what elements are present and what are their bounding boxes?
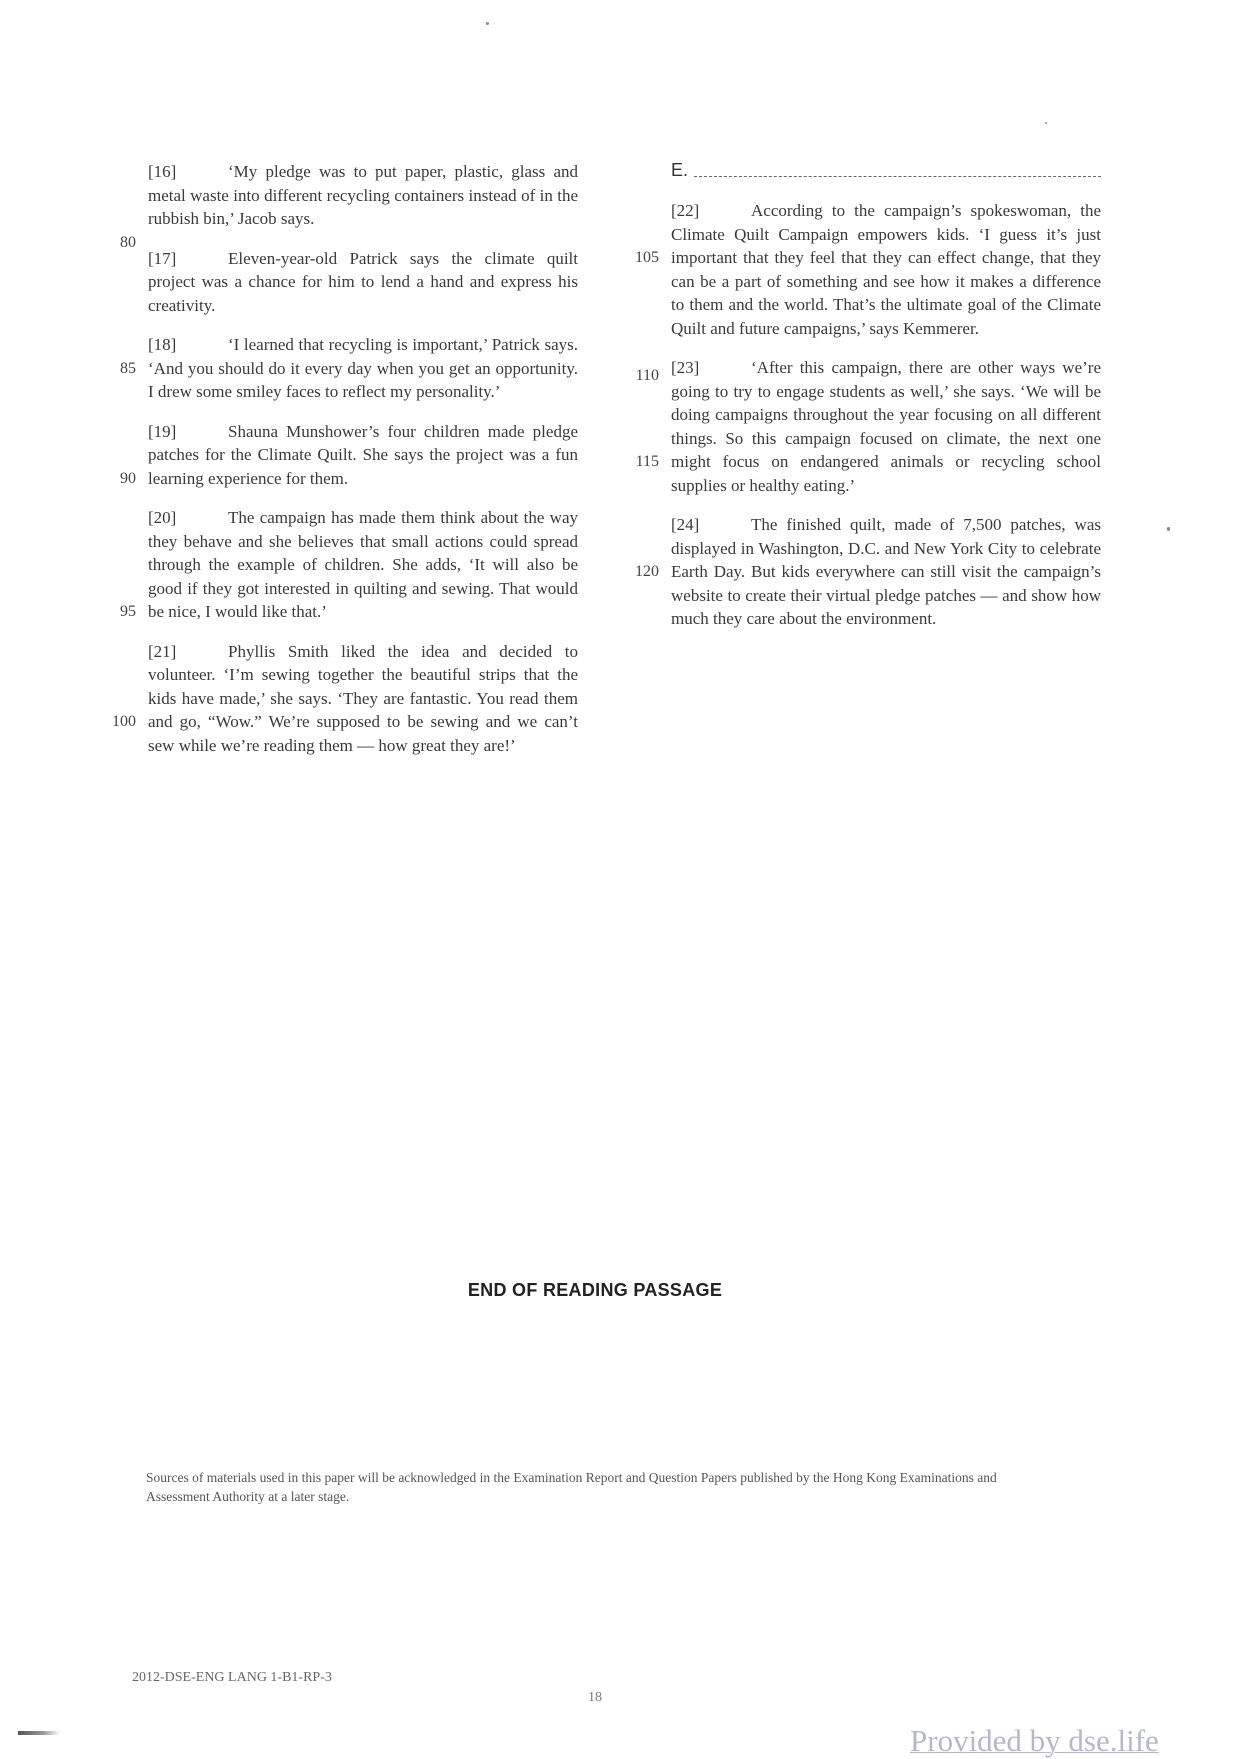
line-number: 115: [635, 453, 659, 470]
line-number: 110: [635, 366, 659, 384]
paragraph-number: [17]: [148, 248, 177, 268]
paragraph: [148, 247, 578, 318]
paragraph: [120, 420, 578, 491]
line-number: 85: [120, 359, 136, 377]
paragraph-number: [23]: [671, 358, 700, 377]
left-column: [112, 160, 578, 773]
end-of-passage-title: END OF READING PASSAGE: [467, 1280, 723, 1300]
paragraph-text: Shauna Munshower’s four children made pledge patches for the Climate Quilt. She says the project was a fun learning experience for them.: [148, 421, 578, 488]
paragraph-text: The campaign has made them think about the way they behave and she believes that small actions could spread through the example of children. She adds, ‘It will also be good if they got interested in quilting and sewing. That would be nice, I would like that.’: [148, 508, 578, 621]
paragraph-text: ‘After this campaign, there are other ways we’re going to try to engage students as well,’ she says. ‘We will be doing campaigns throughout the year focusing on all different things. So this campaign focused on climate, the next one might focus on endangered animals or recycling school supplies or healthy eating.’: [671, 358, 1101, 495]
line-number: 95: [120, 603, 136, 620]
paragraph-number: [19]: [148, 421, 177, 441]
scan-speck: [1045, 122, 1047, 124]
paragraph-text: ‘My pledge was to put paper, plastic, glass and metal waste into different recycling containers instead of in the rubbish bin,’ Jacob says.: [148, 162, 578, 228]
line-number: 105: [635, 249, 659, 266]
paper-code: 2012-DSE-ENG LANG 1-B1-RP-3: [132, 1670, 332, 1685]
page-number: 18: [588, 1690, 602, 1705]
paragraph-number: [16]: [148, 162, 177, 181]
watermark-text[interactable]: Provided by dse.life: [910, 1723, 1159, 1758]
line-number: 120: [635, 563, 659, 580]
sources-note: Sources of materials used in this paper will be acknowledged in the Examination Report and Question Papers published by the Hong Kong Examinations and Assessment Authority at a later stage.: [146, 1470, 997, 1504]
section-e-heading: [671, 160, 1101, 181]
line-number: 90: [120, 469, 136, 487]
paragraph-number: [18]: [148, 335, 177, 354]
line-number: 80: [120, 233, 136, 251]
paragraph-number: [20]: [148, 508, 177, 527]
paragraph-text: ‘I learned that recycling is important,’ Patrick says. ‘And you should do it every day when you get an opportunity. I drew some smiley faces to reflect my personality.’: [148, 335, 578, 401]
paragraph: [120, 160, 578, 251]
answer-line: [694, 175, 1101, 177]
line-number: 100: [112, 713, 136, 730]
paragraph-text: Eleven-year-old Patrick says the climate quilt project was a chance for him to lend a hand and express his creativity.: [148, 248, 578, 315]
scan-speck: [486, 22, 489, 25]
paragraph-number: [22]: [671, 201, 700, 220]
section-e-label: E.: [671, 160, 689, 180]
paragraph: [112, 640, 578, 758]
paragraph-text: According to the campaign’s spokeswoman, the Climate Quilt Campaign empowers kids. ‘I guess it’s just important that they feel that they can effect change, that they can be a part of something and see how it makes a difference to them and the world. That’s the ultimate goal of the Climate Quilt and future campaigns,’ says Kemmerer.: [671, 201, 1101, 338]
paragraph: [120, 506, 578, 624]
paragraph-text: The finished quilt, made of 7,500 patches, was displayed in Washington, D.C. and New York City to celebrate Earth Day. But kids everywhere can still visit the campaign’s website to create their virtual pledge patches — and show how much they care about the environment.: [671, 515, 1101, 628]
paragraph-text: Phyllis Smith liked the idea and decided to volunteer. ‘I’m sewing together the beautiful strips that the kids have made,’ she says. ‘They are fantastic. You read them and go, “Wow.” We’re supposed to be sewing and we can’t sew while we’re reading them — how great they are!’: [148, 641, 578, 755]
scan-mark: [18, 1731, 60, 1735]
right-column: [635, 160, 1101, 647]
scan-speck: [1167, 527, 1170, 531]
paragraph: [635, 513, 1101, 631]
paragraph: [120, 333, 578, 404]
paragraph-number: [24]: [671, 515, 700, 534]
paragraph-number: [21]: [148, 641, 177, 661]
